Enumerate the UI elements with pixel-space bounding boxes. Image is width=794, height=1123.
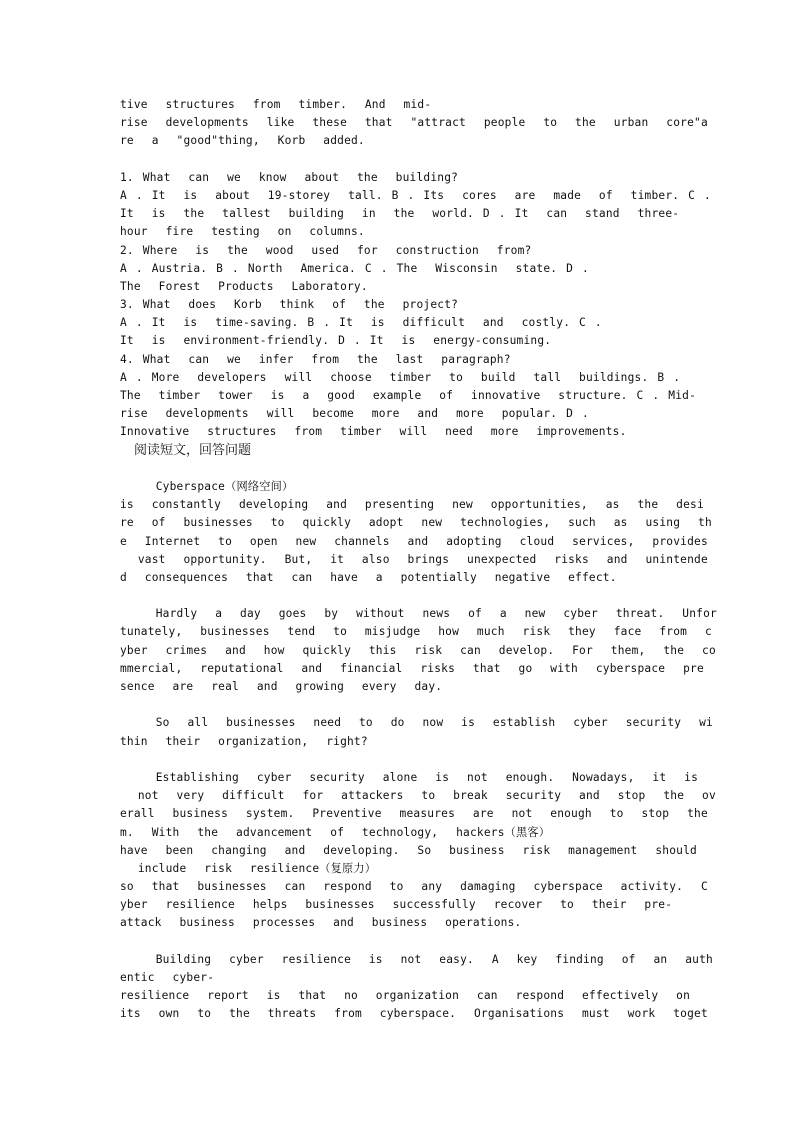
passage-line: so that businesses can respond to any damaging cyberspace activity. C	[120, 880, 708, 894]
question-3	[120, 296, 676, 351]
question-option-line: It is the tallest building in the world. D . It can stand three-	[120, 207, 680, 221]
question-option-line: A . More developers will choose timber to build tall buildings. B .	[120, 370, 681, 384]
question-1	[120, 169, 711, 242]
passage-line: vast opportunity. But, it also brings unexpected risks and unintende	[120, 552, 708, 566]
passage-line: not very difficult for attackers to break security and stop the ov	[120, 789, 716, 803]
question-list	[120, 169, 711, 442]
passage-line: m. With the advancement of technology, hackers（黑客）	[120, 825, 551, 839]
passage-paragraph-3	[120, 714, 713, 750]
question-stem: 1. What can we know about the building?	[120, 170, 459, 184]
passage-line: d consequences that can have a potentially negative effect.	[120, 570, 617, 584]
passage-line: include risk resilience（复原力）	[120, 861, 377, 875]
spacer	[120, 587, 676, 605]
spacer	[120, 933, 676, 951]
passage-line: So all businesses need to do now is establish cyber security wi	[120, 716, 713, 730]
article-tail	[120, 96, 708, 151]
passage-paragraph-5	[120, 951, 713, 1024]
article-line: tive structures from timber. And mid-	[120, 98, 432, 111]
passage-line: mmercial, reputational and financial risks that go with cyberspace pre	[120, 661, 704, 675]
passage-line: e Internet to open new channels and adopting cloud services, provides	[120, 534, 708, 548]
question-stem: 4. What can we infer from the last paragraph?	[120, 352, 511, 366]
passage-line: re of businesses to quickly adopt new technologies, such as using th	[120, 516, 712, 530]
passage-line: is constantly developing and presenting new opportunities, as the desi	[120, 498, 704, 512]
article-line: re a "good"thing, Korb added.	[120, 134, 365, 148]
passage-line: sence are real and growing every day.	[120, 680, 443, 693]
passage	[120, 478, 717, 1024]
passage-line: resilience report is that no organization can respond effectively on	[120, 989, 691, 1003]
article-line: rise developments like these that "attract people to the urban core"a	[120, 116, 708, 130]
question-option-line: A . Austria. B . North America. C . The Wisconsin state. D .	[120, 261, 589, 275]
question-option-line: A . It is time-saving. B . It is difficult and costly. C .	[120, 316, 602, 330]
passage-line: have been changing and developing. So business risk management should	[120, 843, 697, 857]
passage-line: Building cyber resilience is not easy. A key finding of an auth	[120, 952, 713, 966]
passage-line: attack business processes and business operations.	[120, 916, 522, 930]
spacer	[120, 751, 676, 769]
passage-line: Cyberspace（网络空间）	[120, 479, 294, 493]
passage-line: yber crimes and how quickly this risk can develop. For them, the co	[120, 643, 716, 657]
question-2	[120, 242, 676, 297]
passage-paragraph-4	[120, 769, 716, 933]
spacer	[120, 696, 676, 714]
section-heading: 阅读短文，回答问题	[134, 442, 252, 458]
passage-line: its own to the threats from cyberspace. Organisations must work toget	[120, 1007, 708, 1021]
spacer	[120, 460, 676, 478]
passage-paragraph-2	[120, 605, 717, 696]
passage-paragraph-1	[120, 478, 712, 587]
question-4	[120, 351, 697, 442]
question-option-line: hour fire testing on columns.	[120, 225, 365, 239]
question-option-line: The timber tower is a good example of innovative structure. C . Mid-	[120, 389, 697, 402]
passage-line: entic cyber-	[120, 971, 215, 984]
passage-line: erall business system. Preventive measures are not enough to stop the	[120, 807, 708, 821]
question-option-line: The Forest Products Laboratory.	[120, 279, 368, 293]
question-stem: 3. What does Korb think of the project?	[120, 298, 459, 312]
question-stem: 2. Where is the wood used for construction from?	[120, 243, 532, 257]
document-page	[120, 96, 717, 1024]
passage-line: Establishing cyber security alone is not enough. Nowadays, it is	[120, 770, 699, 784]
question-option-line: A . It is about 19-storey tall. B . Its cores are made of timber. C .	[120, 188, 711, 202]
passage-line: thin their organization, right?	[120, 734, 368, 748]
question-option-line: Innovative structures from timber will need more improvements.	[120, 425, 627, 439]
question-option-line: rise developments will become more and more popular. D .	[120, 407, 589, 421]
passage-line: Hardly a day goes by without news of a new cyber threat. Unfor	[120, 607, 717, 621]
passage-line: yber resilience helps businesses successfully recover to their pre-	[120, 898, 673, 912]
question-option-line: It is environment-friendly. D . It is energy-consuming.	[120, 334, 552, 348]
spacer	[120, 151, 676, 169]
passage-line: tunately, businesses tend to misjudge how much risk they face from c	[120, 625, 712, 639]
